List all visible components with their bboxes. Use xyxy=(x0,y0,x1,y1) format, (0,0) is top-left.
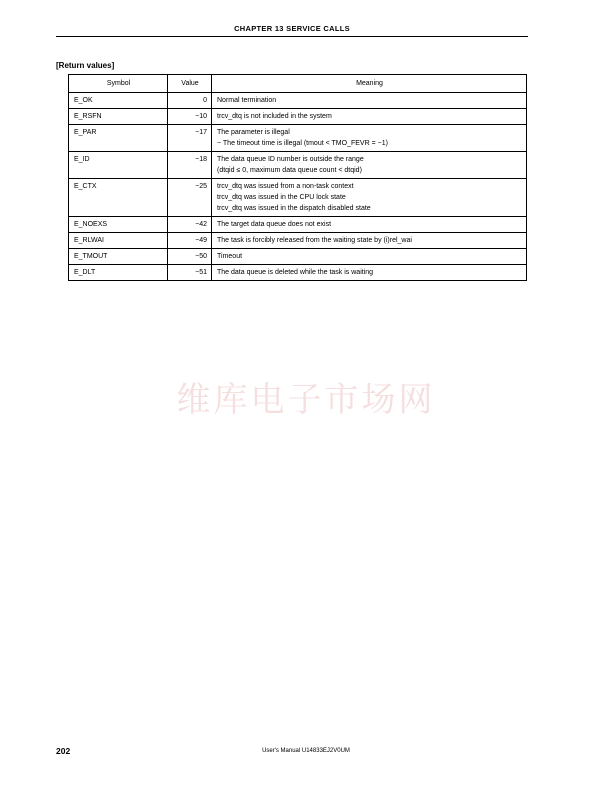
symbol-cell: E_RSFN xyxy=(69,109,168,125)
value-cell: −49 xyxy=(168,233,212,249)
header-meaning: Meaning xyxy=(212,75,527,93)
meaning-cell xyxy=(212,217,527,233)
value-cell: −18 xyxy=(168,152,212,179)
meaning-cell xyxy=(212,93,527,109)
meaning-line: The parameter is illegal xyxy=(217,129,290,136)
symbol-cell: E_NOEXS xyxy=(69,217,168,233)
value-cell: 0 xyxy=(168,93,212,109)
symbol-cell: E_ID xyxy=(69,152,168,179)
meaning-cell xyxy=(212,152,527,179)
value-cell: −10 xyxy=(168,109,212,125)
meaning-line: trcv_dtq is not included in the system xyxy=(217,113,332,120)
table-row xyxy=(69,265,527,281)
table-row xyxy=(69,179,527,217)
meaning-line: − The timeout time is illegal (tmout < TMO_FEVR = −1) xyxy=(217,140,388,147)
header-rule xyxy=(56,36,528,37)
value-cell: −25 xyxy=(168,179,212,217)
meaning-cell xyxy=(212,233,527,249)
meaning-line: Normal termination xyxy=(217,97,277,104)
meaning-cell xyxy=(212,265,527,281)
meaning-cell xyxy=(212,179,527,217)
table-row xyxy=(69,109,527,125)
header-value: Value xyxy=(168,75,212,93)
table-row xyxy=(69,233,527,249)
table-row xyxy=(69,125,527,152)
table-body xyxy=(69,93,527,281)
meaning-line: trcv_dtq was issued in the dispatch disabled state xyxy=(217,205,371,212)
value-cell: −50 xyxy=(168,249,212,265)
meaning-line: trcv_dtq was issued in the CPU lock state xyxy=(217,194,346,201)
meaning-line: Timeout xyxy=(217,253,243,260)
table-row xyxy=(69,93,527,109)
meaning-cell xyxy=(212,249,527,265)
meaning-line: The data queue ID number is outside the range xyxy=(217,156,364,163)
table-header-row xyxy=(69,75,527,93)
meaning-line: (dtqid ≤ 0, maximum data queue count < dtqid) xyxy=(217,167,362,174)
meaning-line: The target data queue does not exist xyxy=(217,221,332,228)
symbol-cell: E_PAR xyxy=(69,125,168,152)
meaning-line: The data queue is deleted while the task is waiting xyxy=(217,269,374,276)
return-values-table xyxy=(68,74,527,281)
symbol-cell: E_RLWAI xyxy=(69,233,168,249)
meaning-line: The task is forcibly released from the waiting state by (i)rel_wai xyxy=(217,237,412,244)
meaning-cell xyxy=(212,125,527,152)
page-number: 202 xyxy=(56,746,71,756)
chapter-header: CHAPTER 13 SERVICE CALLS xyxy=(234,24,350,33)
value-cell: −51 xyxy=(168,265,212,281)
symbol-cell: E_OK xyxy=(69,93,168,109)
section-title: [Return values] xyxy=(56,61,115,70)
symbol-cell: E_CTX xyxy=(69,179,168,217)
manual-id: User's Manual U14833EJ2V0UM xyxy=(262,748,350,754)
value-cell: −42 xyxy=(168,217,212,233)
meaning-cell xyxy=(212,109,527,125)
watermark: 维库电子市场网 xyxy=(176,380,436,420)
symbol-cell: E_DLT xyxy=(69,265,168,281)
header-symbol: Symbol xyxy=(69,75,168,93)
meaning-line: trcv_dtq was issued from a non-task context xyxy=(217,183,354,190)
value-cell: −17 xyxy=(168,125,212,152)
symbol-cell: E_TMOUT xyxy=(69,249,168,265)
table-row xyxy=(69,249,527,265)
table-row xyxy=(69,152,527,179)
table-row xyxy=(69,217,527,233)
